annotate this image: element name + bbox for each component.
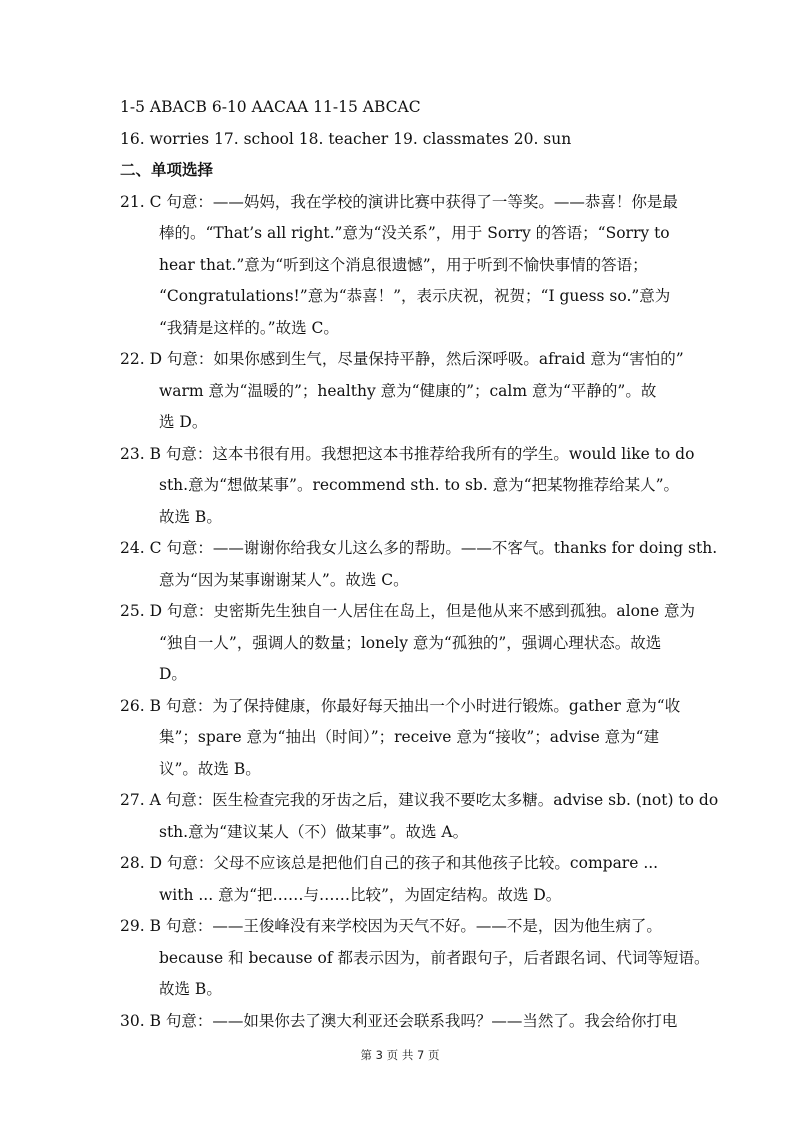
explanation-item-line: sth.意为“建议某人（不）做某事”。故选 A。 — [159, 822, 469, 841]
explanation-item-line: “Congratulations!”意为“恭喜！”，表示庆祝，祝贺；“I guess so.”意为 — [159, 287, 671, 305]
explanation-item — [120, 1006, 685, 1038]
explanation-item-line: 选 D。 — [159, 413, 208, 431]
explanation-item-line: with ... 意为“把……与……比较”，为固定结构。故选 D。 — [159, 885, 562, 904]
explanation-item-line: 棒的。“That’s all right.”意为“没关系”，用于 Sorry 的答语；“Sorry to — [159, 224, 670, 242]
explanation-item-line: sth.意为“想做某事”。recommend sth. to sb. 意为“把某物推荐给某人”。 — [159, 476, 680, 494]
explanation-item-first-line: 25. D 句意：史密斯先生独自一人居住在岛上，但是他从来不感到孤独。alone 意为 — [120, 602, 696, 620]
answers-line-listening-1: 1-5 ABACB 6-10 AACAA 11-15 ABCAC — [120, 98, 421, 116]
explanation-item-line: because 和 because of 都表示因为，前者跟句子，后者跟名词、代词等短语。 — [159, 948, 710, 967]
explanation-item — [120, 187, 685, 345]
explanation-item-line: 意为“因为某事谢谢某人”。故选 C。 — [159, 570, 409, 589]
explanation-item-line: 议”。故选 B。 — [159, 759, 261, 778]
explanation-item-line: D。 — [159, 665, 187, 683]
explanation-item-line: 故选 B。 — [159, 980, 222, 998]
explanation-item — [120, 691, 685, 786]
explanation-item-line: “独自一人”，强调人的数量；lonely 意为“孤独的”，强调心理状态。故选 — [159, 633, 662, 652]
document-body — [120, 92, 719, 1037]
explanation-item — [120, 848, 685, 911]
section-title: 二、单项选择 — [120, 161, 214, 179]
explanation-item-line: 集”；spare 意为“抽出（时间）”；receive 意为“接收”；advise 意为“建 — [159, 728, 660, 746]
page-footer: 第 3 页 共 7 页 — [360, 1048, 440, 1062]
explanation-item-first-line: 21. C 句意：——妈妈，我在学校的演讲比赛中获得了一等奖。——恭喜！你是最 — [120, 192, 678, 211]
explanation-item — [120, 911, 710, 1006]
explanation-item-line: “我猜是这样的。”故选 C。 — [159, 318, 339, 337]
explanation-item-first-line: 28. D 句意：父母不应该总是把他们自己的孩子和其他孩子比较。compare ... — [120, 854, 659, 872]
explanation-item — [120, 533, 718, 596]
explanation-item-line: hear that.”意为“听到这个消息很遗憾”，用于听到不愉快事情的答语； — [159, 255, 648, 274]
explanation-list — [120, 187, 719, 1038]
explanation-item — [120, 439, 695, 534]
explanation-item-first-line: 23. B 句意：这本书很有用。我想把这本书推荐给我所有的学生。would like to do — [120, 444, 695, 463]
explanation-item-first-line: 22. D 句意：如果你感到生气，尽量保持平静，然后深呼吸。afraid 意为“害怕的” — [120, 350, 684, 368]
explanation-item-first-line: 30. B 句意：——如果你去了澳大利亚还会联系我吗？——当然了。我会给你打电 — [120, 1011, 678, 1030]
explanation-item-first-line: 27. A 句意：医生检查完我的牙齿之后，建议我不要吃太多糖。advise sb. (not) to do — [120, 791, 719, 809]
explanation-item-first-line: 26. B 句意：为了保持健康，你最好每天抽出一个小时进行锻炼。gather 意为“收 — [120, 696, 681, 715]
answers-line-listening-2: 16. worries 17. school 18. teacher 19. classmates 20. sun — [120, 129, 572, 148]
explanation-item — [120, 785, 719, 848]
explanation-item-line: 故选 B。 — [159, 507, 222, 526]
explanation-item-first-line: 29. B 句意：——王俊峰没有来学校因为天气不好。——不是，因为他生病了。 — [120, 917, 662, 935]
explanation-item-first-line: 24. C 句意：——谢谢你给我女儿这么多的帮助。——不客气。thanks for doing sth. — [120, 539, 718, 557]
explanation-item-line: warm 意为“温暖的”；healthy 意为“健康的”；calm 意为“平静的”。故 — [159, 381, 657, 400]
explanation-item — [120, 344, 685, 439]
explanation-item — [120, 596, 696, 691]
